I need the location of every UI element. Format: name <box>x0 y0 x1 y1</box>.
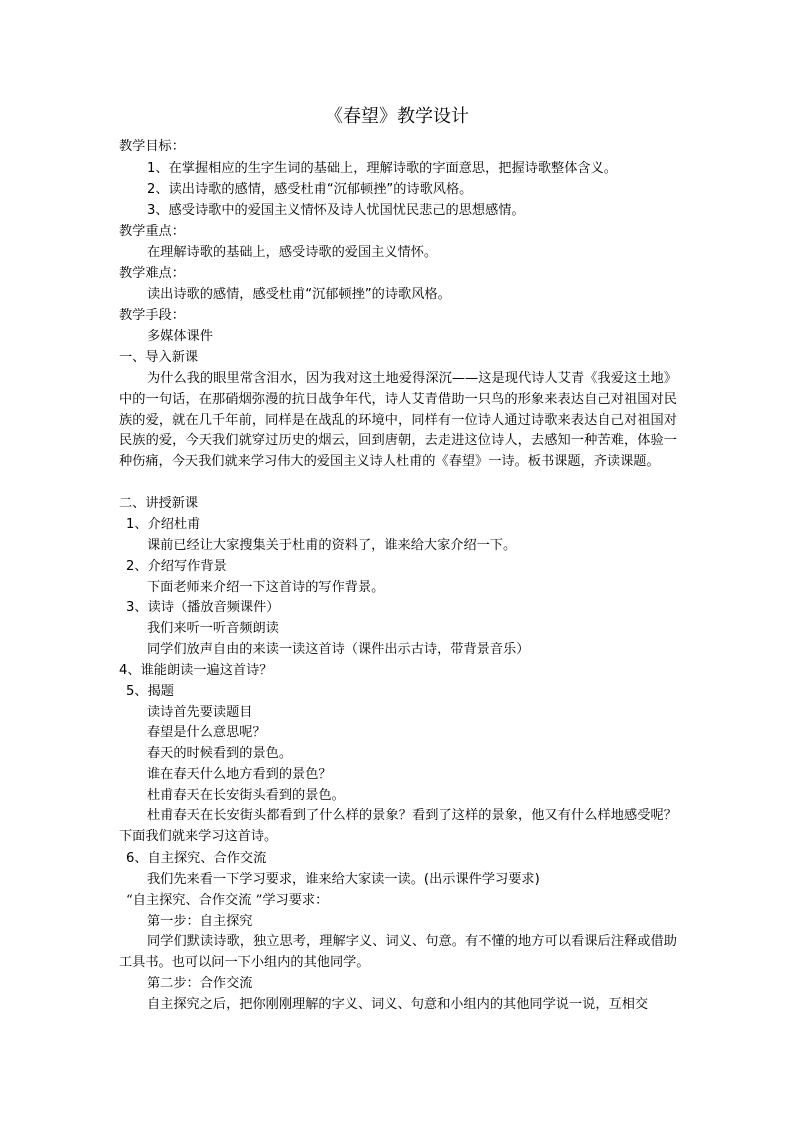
section-heading: 4、谁能朗读一遍这首诗？ <box>119 663 273 678</box>
goal-item: 2、读出诗歌的感情，感受杜甫“沉郁顿挫”的诗歌风格。 <box>147 182 473 197</box>
means-heading: 教学手段： <box>119 308 185 323</box>
section-heading: 5、揭题 <box>126 684 174 699</box>
difficulty-text: 读出诗歌的感情，感受杜甫“沉郁顿挫”的诗歌风格。 <box>147 287 451 302</box>
goal-item: 1、在掌握相应的生字生词的基础上，理解诗歌的字面意思，把握诗歌整体含义。 <box>147 161 617 176</box>
section-heading: 1、介绍杜甫 <box>126 517 201 532</box>
section-heading: 3、读诗（播放音频课件） <box>126 600 280 615</box>
section-text: 下面老师来介绍一下这首诗的写作背景。 <box>147 580 385 595</box>
section-text: 我们来听一听音频朗读 <box>147 621 279 636</box>
means-text: 多媒体课件 <box>147 329 213 344</box>
requirements-heading: “自主探究、合作交流 ”学习要求： <box>126 893 329 908</box>
step-heading: 第一步：自主探究 <box>147 914 253 929</box>
intro-paragraph: 为什么我的眼里常含泪水，因为我对这土地爱得深沉——这是现代诗人艾青《我爱这土地》中的一句话，在那硝烟弥漫的抗日战争年代，诗人艾青借助一只鸟的形象来表达自己对祖国对民族的爱，就在几千年前，同样是在战乱的环境中，同样有一位诗人通过诗歌来表达自己对祖国对民族的爱，今天我们就穿过历史的烟云，回到唐朝，去走进这位诗人，去感知一种苦难，体验一种伤痛，今天我们就来学习伟大的爱国主义诗人杜甫的《春望》一诗。板书课题，齐读课题。 <box>119 371 677 470</box>
section-text: 春望是什么意思呢？ <box>147 725 266 740</box>
goals-heading: 教学目标： <box>119 139 185 154</box>
section-text: 谁在春天什么地方看到的景色？ <box>147 767 332 782</box>
intro-heading: 一、导入新课 <box>119 350 199 365</box>
section-paragraph: 杜甫春天在长安街头都看到了什么样的景象？看到了这样的景象，他又有什么样地感受呢？下面我们就来学习这首诗。 <box>119 808 677 844</box>
section-text: 春天的时候看到的景色。 <box>147 746 293 761</box>
key-heading: 教学重点： <box>119 224 185 239</box>
section-text: 杜甫春天在长安街头看到的景色。 <box>147 788 345 803</box>
goal-item: 3、感受诗歌中的爱国主义情怀及诗人忧国忧民悲己的思想感情。 <box>147 203 525 218</box>
section-text: 读诗首先要读题目 <box>147 705 253 720</box>
difficulty-heading: 教学难点： <box>119 266 185 281</box>
new-lesson-heading: 二、讲授新课 <box>119 496 199 511</box>
section-text: 课前已经让大家搜集关于杜甫的资料了，谁来给大家介绍一下。 <box>147 538 517 553</box>
step-paragraph: 同学们默读诗歌，独立思考，理解字义、词义、句意。有不懂的地方可以看课后注释或借助工具书。也可以问一下小组内的其他同学。 <box>119 934 677 970</box>
page-title: 《春望》教学设计 <box>325 106 469 127</box>
key-text: 在理解诗歌的基础上，感受诗歌的爱国主义情怀。 <box>147 245 438 260</box>
step-heading: 第二步：合作交流 <box>147 976 253 991</box>
section-text: 我们先来看一下学习要求，谁来给大家读一读。(出示课件学习要求) <box>147 872 540 887</box>
section-heading: 2、介绍写作背景 <box>126 559 227 574</box>
section-text: 同学们放声自由的来读一读这首诗（课件出示古诗，带背景音乐） <box>147 642 530 657</box>
step-paragraph: 自主探究之后，把你刚刚理解的字义、词义、句意和小组内的其他同学说一说，互相交 <box>147 997 649 1012</box>
section-heading: 6、自主探究、合作交流 <box>126 851 267 866</box>
